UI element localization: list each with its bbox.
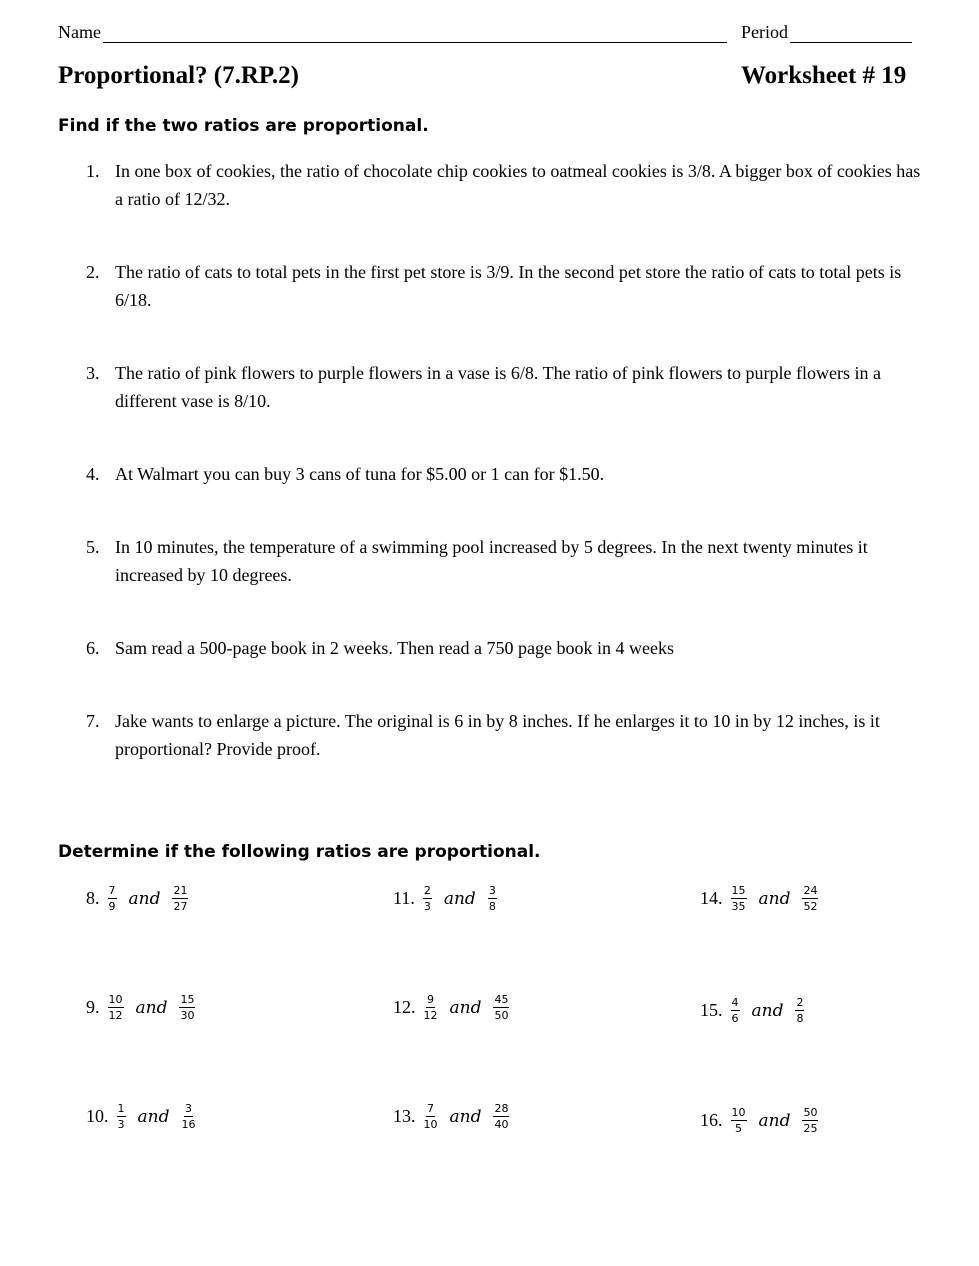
question-7: [86, 707, 926, 763]
denominator: 35: [731, 900, 746, 913]
numerator: 50: [803, 1106, 818, 1119]
ratio-problem-9: [86, 993, 199, 1022]
and-word: and: [758, 888, 791, 909]
numerator: 15: [731, 884, 746, 897]
ratio-problem-15: [700, 996, 808, 1025]
question-number: 3.: [86, 363, 100, 383]
question-number: 4.: [86, 464, 100, 484]
and-word: and: [751, 1000, 784, 1021]
numerator: 15: [180, 993, 195, 1006]
fraction-a: [117, 1102, 126, 1131]
denominator: 9: [108, 900, 116, 913]
ratio-problem-11: [393, 884, 501, 913]
ratio-problem-12: [393, 993, 513, 1022]
question-1: [86, 157, 926, 213]
fraction-b: [493, 993, 509, 1022]
numerator: 21: [173, 884, 188, 897]
and-word: and: [449, 1106, 482, 1127]
numerator: 7: [108, 884, 116, 897]
and-word: and: [137, 1106, 170, 1127]
numerator: 2: [423, 884, 431, 897]
period-label: Period: [741, 22, 788, 42]
question-3: [86, 359, 926, 415]
denominator: 8: [488, 900, 496, 913]
question-text: The ratio of cats to total pets in the first pet store is 3/9. In the second pet store the ratio of cats to total pets is 6/18.: [115, 262, 902, 310]
numerator: 3: [184, 1102, 192, 1115]
numerator: 1: [117, 1102, 125, 1115]
period-line[interactable]: [790, 24, 912, 43]
question-number: 6.: [86, 638, 100, 658]
name-label: Name: [58, 22, 101, 42]
worksheet-number: Worksheet # 19: [741, 62, 907, 89]
numerator: 10: [108, 993, 123, 1006]
fraction-b: [802, 884, 818, 913]
question-text: Jake wants to enlarge a picture. The original is 6 in by 8 inches. If he enlarges it to 10 in by 12 inches, is it proportional? Provide proof.: [115, 711, 880, 759]
denominator: 10: [423, 1118, 438, 1131]
denominator: 25: [803, 1122, 818, 1135]
fraction-b: [795, 996, 804, 1025]
denominator: 6: [731, 1012, 739, 1025]
denominator: 3: [423, 900, 431, 913]
fraction-a: [424, 993, 438, 1022]
numerator: 4: [731, 996, 739, 1009]
question-5: [86, 533, 926, 589]
period-field[interactable]: [741, 22, 912, 43]
fraction-a: [731, 996, 740, 1025]
ratio-problem-14: [700, 884, 822, 913]
numerator: 3: [488, 884, 496, 897]
denominator: 30: [180, 1009, 195, 1022]
and-word: and: [128, 888, 161, 909]
denominator: 27: [173, 900, 188, 913]
fraction-b: [493, 1102, 509, 1131]
problem-number: 12.: [393, 997, 416, 1017]
fraction-a: [424, 1102, 438, 1131]
ratio-problem-13: [393, 1102, 513, 1131]
and-word: and: [449, 997, 482, 1018]
question-number: 1.: [86, 161, 100, 181]
question-text: The ratio of pink flowers to purple flowers in a vase is 6/8. The ratio of pink flowers to purple flowers in a different vase is 8/10.: [115, 363, 881, 411]
section2-instruction: Determine if the following ratios are proportional.: [58, 842, 541, 862]
question-number: 5.: [86, 537, 100, 557]
denominator: 5: [735, 1122, 742, 1135]
fraction-a: [423, 884, 432, 913]
problem-number: 15.: [700, 1000, 723, 1020]
fraction-b: [802, 1106, 818, 1135]
denominator: 50: [494, 1009, 509, 1022]
problem-number: 14.: [700, 888, 723, 908]
numerator: 24: [803, 884, 818, 897]
problem-number: 11.: [393, 888, 415, 908]
denominator: 12: [108, 1009, 123, 1022]
fraction-a: [731, 1106, 747, 1135]
fraction-b: [172, 884, 188, 913]
fraction-a: [108, 993, 124, 1022]
and-word: and: [758, 1110, 791, 1131]
denominator: 16: [181, 1118, 196, 1131]
ratio-problem-10: [86, 1102, 199, 1131]
fraction-b: [488, 884, 497, 913]
denominator: 52: [803, 900, 818, 913]
denominator: 8: [796, 1012, 804, 1025]
name-line[interactable]: [103, 24, 727, 43]
fraction-b: [179, 993, 195, 1022]
ratio-problem-8: [86, 884, 192, 913]
question-number: 2.: [86, 262, 100, 282]
ratio-problem-16: [700, 1106, 822, 1135]
question-text: In one box of cookies, the ratio of chocolate chip cookies to oatmeal cookies is 3/8. A bigger box of cookies has a ratio of 12/32.: [115, 161, 921, 209]
numerator: 28: [494, 1102, 509, 1115]
question-number: 7.: [86, 711, 100, 731]
name-field[interactable]: [58, 22, 727, 43]
question-text: At Walmart you can buy 3 cans of tuna for $5.00 or 1 can for $1.50.: [115, 464, 605, 484]
worksheet-title: Proportional? (7.RP.2): [58, 62, 299, 89]
fraction-a: [731, 884, 747, 913]
problem-number: 10.: [86, 1106, 109, 1126]
and-word: and: [135, 997, 168, 1018]
problem-number: 16.: [700, 1110, 723, 1130]
question-4: [86, 460, 926, 488]
numerator: 9: [427, 993, 434, 1006]
denominator: 40: [494, 1118, 509, 1131]
problem-number: 9.: [86, 997, 100, 1017]
question-2: [86, 258, 926, 314]
question-text: Sam read a 500-page book in 2 weeks. Then read a 750 page book in 4 weeks: [115, 638, 675, 658]
denominator: 12: [423, 1009, 438, 1022]
numerator: 2: [796, 996, 804, 1009]
problem-number: 8.: [86, 888, 100, 908]
section1-instruction: Find if the two ratios are proportional.: [58, 116, 429, 136]
question-text: In 10 minutes, the temperature of a swimming pool increased by 5 degrees. In the next twenty minutes it increased by 10 degrees.: [115, 537, 868, 585]
numerator: 45: [494, 993, 509, 1006]
denominator: 3: [117, 1118, 125, 1131]
question-6: [86, 634, 926, 662]
numerator: 10: [731, 1106, 746, 1119]
fraction-b: [181, 1102, 195, 1131]
and-word: and: [443, 888, 476, 909]
problem-number: 13.: [393, 1106, 416, 1126]
numerator: 7: [427, 1102, 434, 1115]
fraction-a: [108, 884, 117, 913]
